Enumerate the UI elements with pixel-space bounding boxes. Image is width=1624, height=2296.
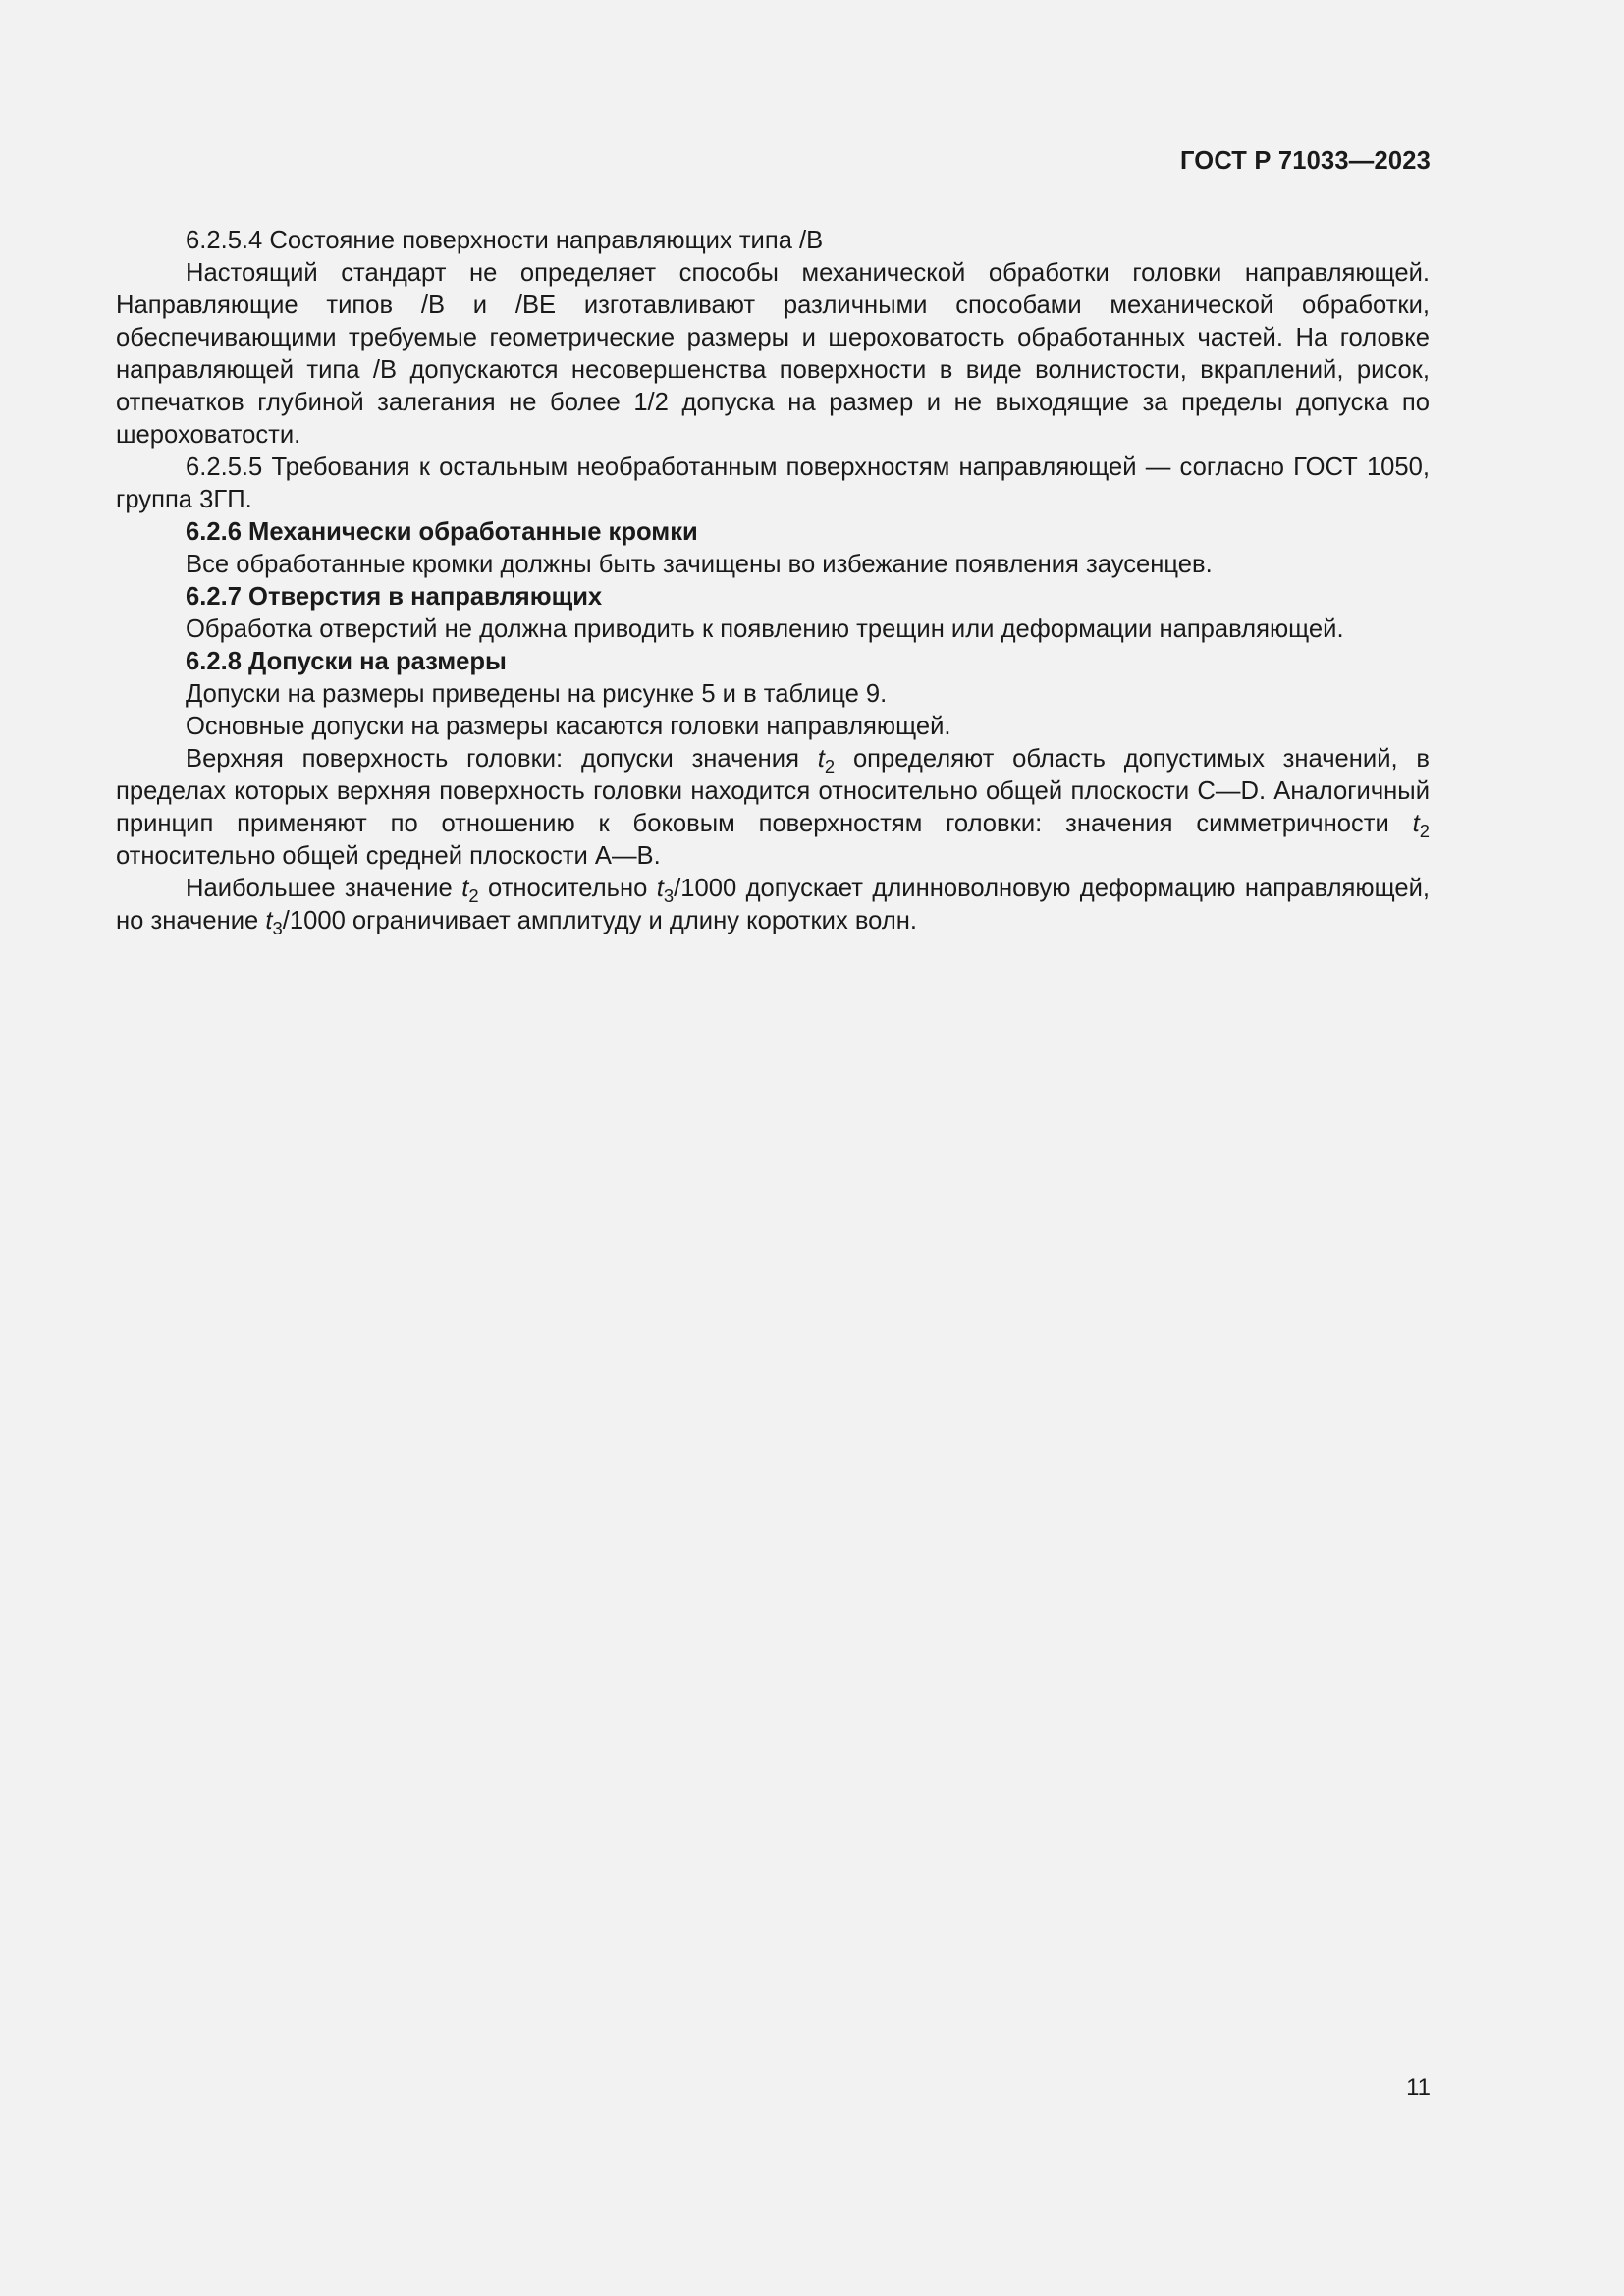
page-number: 11 — [1406, 2074, 1431, 2101]
subscript: 3 — [663, 884, 675, 906]
subscript: 2 — [468, 884, 479, 906]
text-segment: относительно — [488, 875, 648, 902]
text-segment: относительно общей средней плоскости А—В. — [116, 842, 661, 870]
text-segment: Верхняя поверхность головки: допуски значения — [186, 745, 799, 773]
text-segment: /1000 ограничивает амплитуду и длину коротких волн. — [282, 907, 918, 934]
paragraph-edges: Все обработанные кромки должны быть зачищены во избежание появления заусенцев. — [186, 551, 1213, 578]
paragraph-tolerances-ref: Допуски на размеры приведены на рисунке 5 и в таблице 9. — [186, 680, 888, 708]
subscript: 2 — [824, 755, 836, 776]
variable-t: t — [817, 745, 825, 773]
variable-t: t — [1412, 810, 1420, 837]
heading-6-2-6: 6.2.6 Механически обработанные кромки — [186, 518, 698, 546]
paragraph-holes: Обработка отверстий не должна приводить к появлению трещин или деформации направляющей. — [186, 615, 1344, 643]
paragraph-surface-condition: Настоящий стандарт не определяет способы механической обработки головки направляющей. Направляющие типов /В и /ВЕ изготавливают различными способами механической обработки, обеспечивающими требуемые геометрические размеры и шероховатость обработанных частей. На головке направляющей типа /В допускаются несовершенства поверхности в виде волнистости, вкраплений, рисок, отпечатков глубиной залегания не более 1/2 допуска на размер и не выходящие за пределы допуска по шероховатости. — [116, 259, 1430, 449]
paragraph-max-value — [116, 873, 1430, 937]
text-segment: определяют область допустимых значений, в пределах которых верхняя поверхность головки находится относительно общей плоскости С—D. Аналогичный принцип применяют по отношению к боковым поверхностям головки: значения симметричности — [116, 745, 1430, 837]
document-code: ГОСТ Р 71033—2023 — [1179, 147, 1431, 175]
subscript: 3 — [272, 917, 283, 938]
variable-t: t — [461, 875, 469, 902]
paragraph-top-surface — [116, 743, 1430, 873]
paragraph-6-2-5-5: 6.2.5.5 Требования к остальным необработанным поверхностям направляющей — согласно ГОСТ 1050, группа 3ГП. — [116, 454, 1430, 513]
variable-t: t — [265, 907, 273, 934]
subscript: 2 — [1419, 820, 1430, 841]
text-segment: /1000 допускает длинноволновую деформацию направляющей, но значение — [116, 875, 1430, 934]
paragraph-main-tolerances: Основные допуски на размеры касаются головки направляющей. — [186, 713, 951, 740]
paragraph-6-2-5-4: 6.2.5.4 Состояние поверхности направляющих типа /В — [186, 227, 824, 254]
heading-6-2-7: 6.2.7 Отверстия в направляющих — [186, 583, 603, 611]
text-segment: Наибольшее значение — [186, 875, 453, 902]
variable-t: t — [656, 875, 664, 902]
body-text — [116, 225, 1430, 937]
heading-6-2-8: 6.2.8 Допуски на размеры — [186, 648, 507, 675]
